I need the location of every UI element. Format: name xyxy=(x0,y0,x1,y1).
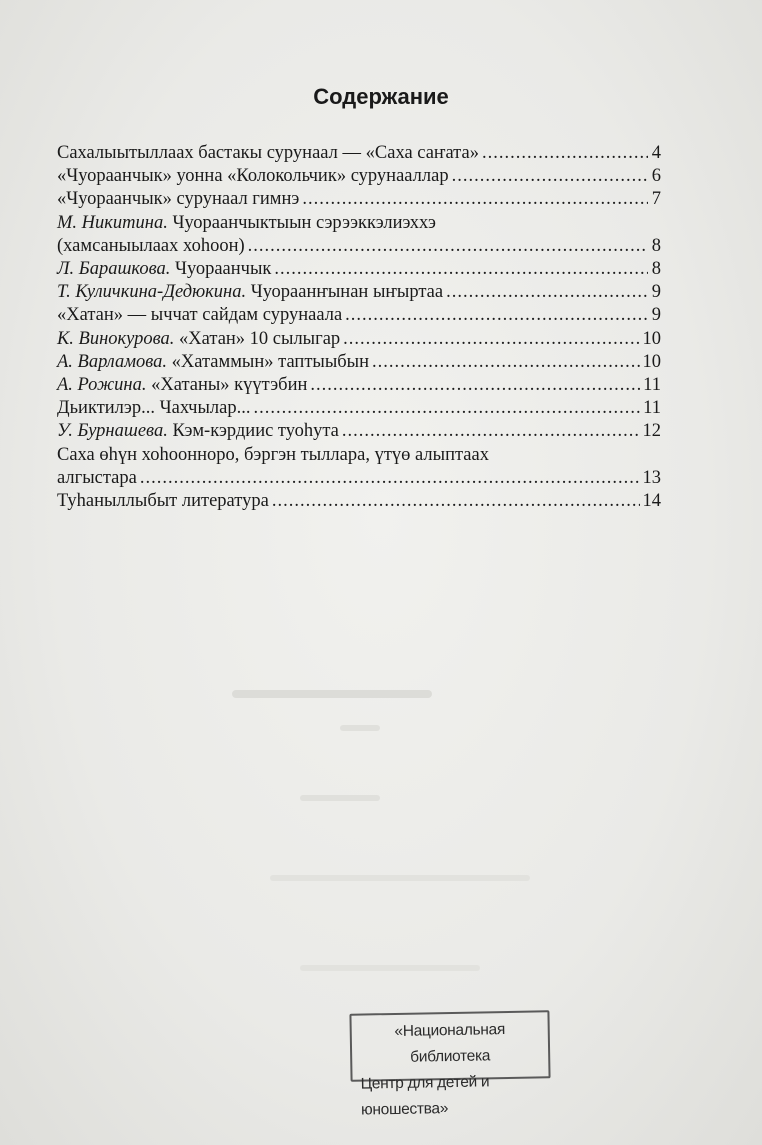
entry-title: Туһаныллыбыт литература xyxy=(57,491,269,512)
entry-author: Л. Барашкова. xyxy=(57,259,171,280)
stamp-line-1: «Национальная библиотека xyxy=(394,1021,506,1066)
toc-entry xyxy=(57,444,661,467)
dot-leader xyxy=(446,281,648,304)
dot-leader xyxy=(302,188,648,211)
entry-title: «Хатан» — ыччат сайдам сурунаала xyxy=(57,305,343,326)
entry-title: Чуораанҥынан ыҥыртаа xyxy=(250,282,444,303)
toc-entry xyxy=(57,304,661,327)
dot-leader xyxy=(345,304,648,327)
dot-leader xyxy=(452,165,648,188)
dot-leader xyxy=(248,235,648,258)
entry-title: Чуораанчыктыын сэрээккэлиэххэ xyxy=(172,212,436,233)
entry-title: «Хатаны» күүтэбин xyxy=(151,375,308,396)
entry-author: М. Никитина. xyxy=(57,212,168,233)
entry-title: «Хатаммын» таптыыбын xyxy=(171,351,370,372)
entry-title-continued: (хамсаныылаах хоһоон) xyxy=(57,235,245,256)
entry-page-number: 13 xyxy=(642,467,661,488)
entry-page-number: 10 xyxy=(642,351,661,372)
stamp-line-2: Центр для детей и юношества» xyxy=(360,1073,490,1119)
entry-title-continued: алгыстара xyxy=(57,467,137,488)
entry-title: Сахалыытыллаах бастакы сурунаал — «Саха саҥата» xyxy=(57,143,479,163)
toc-entry xyxy=(57,490,661,513)
dot-leader xyxy=(253,397,640,420)
entry-title: «Хатан» 10 сылыгар xyxy=(179,328,341,349)
entry-page-number: 4 xyxy=(651,143,661,163)
dot-leader xyxy=(482,142,648,165)
dot-leader xyxy=(140,467,640,490)
entry-title: «Чуораанчык» уонна «Колокольчик» сурунааллар xyxy=(57,166,449,187)
show-through-bleed xyxy=(340,725,380,731)
entry-page-number: 14 xyxy=(642,491,661,512)
dot-leader xyxy=(310,374,640,397)
entry-page-number: 11 xyxy=(643,398,661,419)
entry-page-number: 8 xyxy=(651,235,661,256)
entry-page-number: 9 xyxy=(651,305,661,326)
toc-entry-continuation xyxy=(57,467,661,490)
toc-entry xyxy=(57,351,661,374)
toc-entry xyxy=(57,374,661,397)
entry-author: А. Варламова. xyxy=(57,351,168,372)
dot-leader xyxy=(274,258,648,281)
toc-entry xyxy=(57,281,661,304)
toc-entry xyxy=(57,328,661,351)
show-through-bleed xyxy=(232,690,432,698)
entry-author: А. Рожина. xyxy=(57,375,147,396)
entry-page-number: 6 xyxy=(651,166,661,187)
entry-title: «Чуораанчык» сурунаал гимнэ xyxy=(57,189,300,210)
table-of-contents xyxy=(57,142,661,513)
entry-page-number: 8 xyxy=(651,259,661,280)
dot-leader xyxy=(272,490,640,513)
entry-title: Кэм-кэрдиис туоһута xyxy=(172,421,339,442)
show-through-bleed xyxy=(300,795,380,801)
show-through-bleed xyxy=(270,875,530,881)
entry-page-number: 9 xyxy=(651,282,661,303)
toc-entry xyxy=(57,420,661,443)
dot-leader xyxy=(343,328,639,351)
entry-title: Саха өһүн хоһооннорo, бэргэн тыллара, үтүө алыптаах xyxy=(57,444,489,465)
entry-page-number: 7 xyxy=(651,189,661,210)
library-stamp xyxy=(349,1010,550,1119)
toc-entry xyxy=(57,142,661,165)
dot-leader xyxy=(372,351,639,374)
entry-page-number: 11 xyxy=(643,375,661,396)
entry-page-number: 12 xyxy=(642,421,661,442)
page-title: Содержание xyxy=(313,84,449,109)
entry-title: Чуораанчык xyxy=(175,259,272,280)
toc-entry xyxy=(57,258,661,281)
toc-entry xyxy=(57,212,661,235)
show-through-bleed xyxy=(300,965,480,971)
toc-entry xyxy=(57,397,661,420)
toc-entry-continuation xyxy=(57,235,661,258)
entry-title: Дьиктилэр... Чахчылар... xyxy=(57,398,251,419)
entry-author: К. Винокурова. xyxy=(57,328,175,349)
entry-author: Т. Куличкина-Дедюкина. xyxy=(57,282,247,303)
entry-page-number: 10 xyxy=(642,328,661,349)
toc-entry xyxy=(57,188,661,211)
dot-leader xyxy=(342,420,640,443)
toc-entry xyxy=(57,165,661,188)
entry-author: У. Бурнашева. xyxy=(57,421,168,442)
